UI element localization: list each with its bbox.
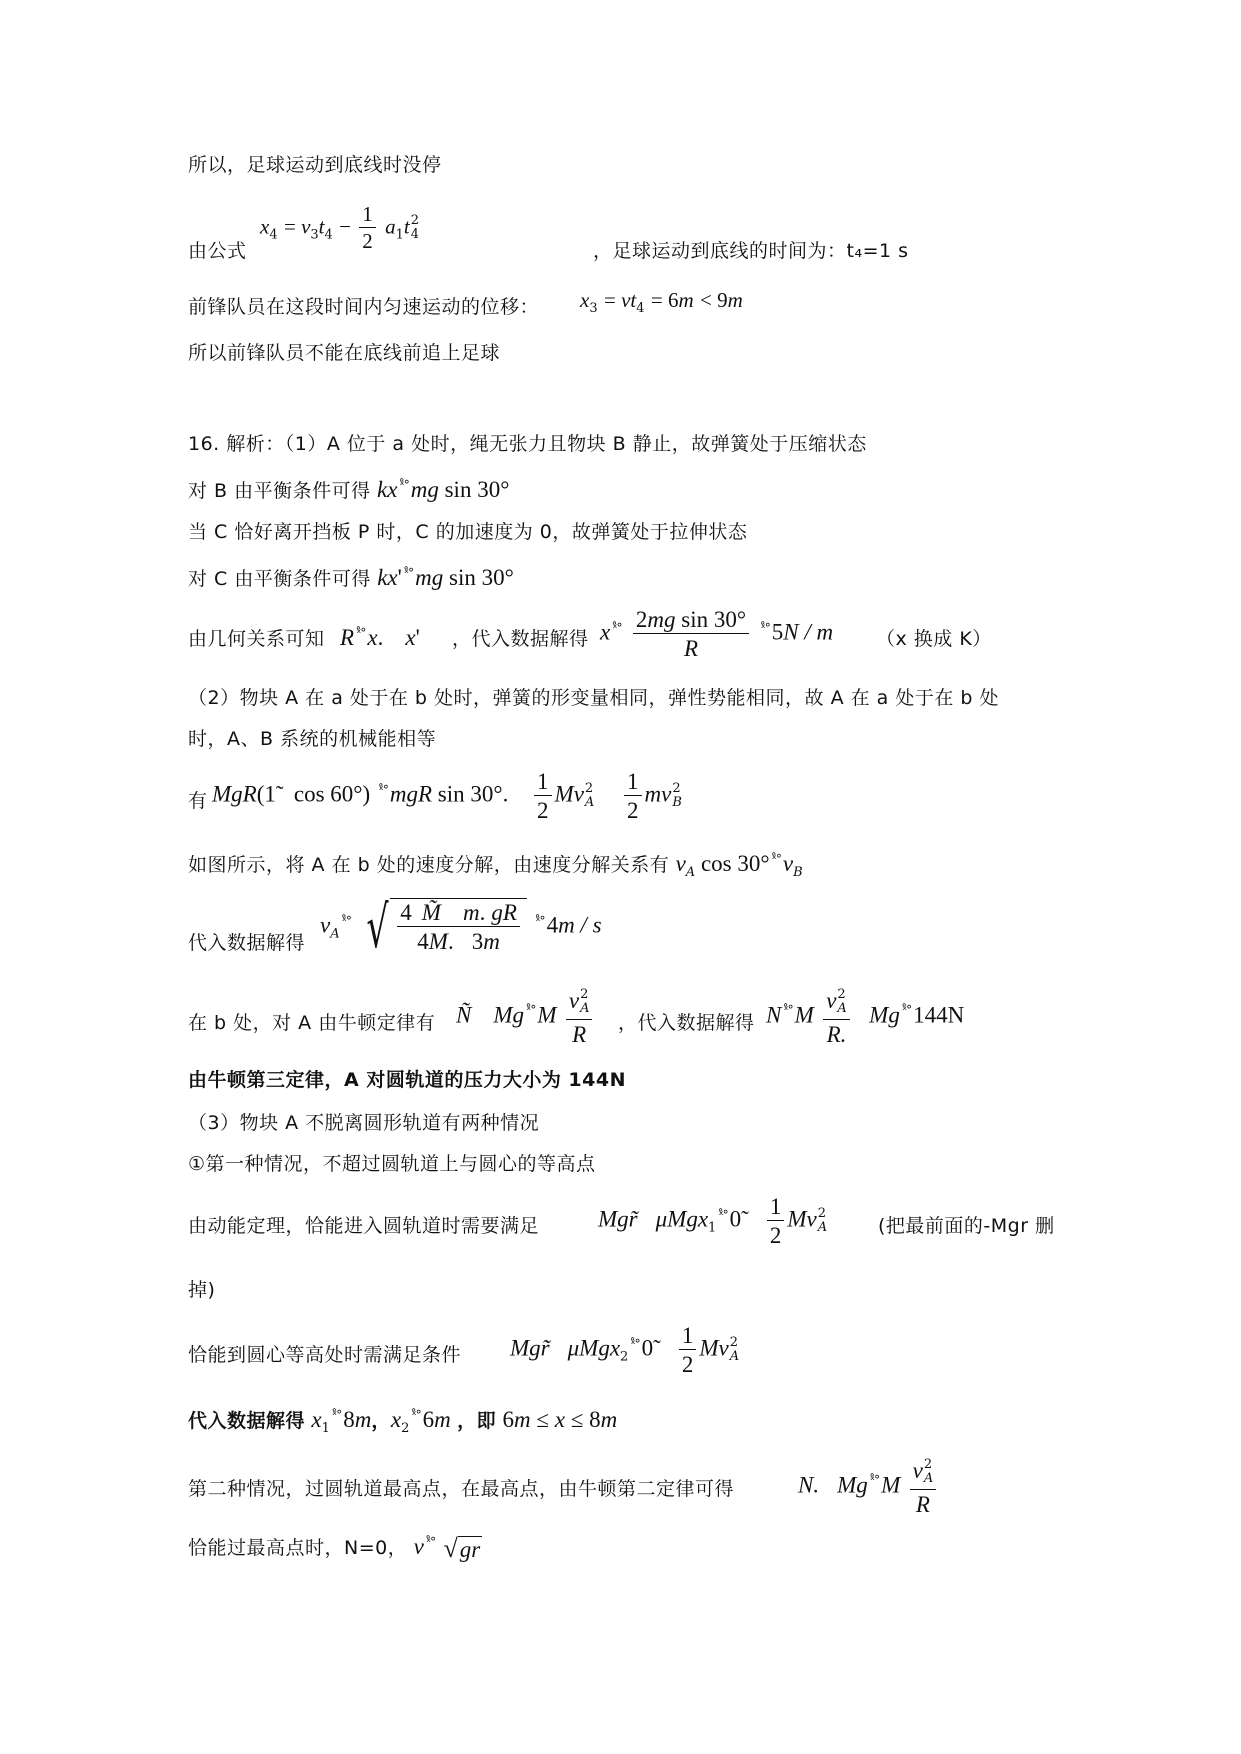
text-segment: 前锋队员在这段时间内匀速运动的位移： <box>188 296 540 318</box>
equation-range: $x_1^{ˣ̊^\circ}8m$，$x_2^{ˣ̊^\circ}6m$ <box>311 1407 451 1436</box>
text-segment: （x 换成 K） <box>876 628 992 650</box>
text-line: 所以，足球运动到底线时没停 <box>188 154 442 176</box>
equation-va: $v_A^{ˣ̊^\circ}$ √ $\frac{4 M̃ m. gR}{4M. 3m}$ $^{ˣ̊^\circ}$4m / s <box>320 893 602 961</box>
text-line: ①第一种情况，不超过圆轨道上与圆心的等高点 <box>188 1153 596 1175</box>
text-segment: ，代入数据解得 <box>618 1012 755 1034</box>
equation-energy: MgR(1̃ cos 60°) $^{ˣ̊^\circ}$mgR sin 30°. $\frac{1}{2}$ Mv 2 A $\frac{1}{2}$ mv 2 B <box>212 769 682 823</box>
text-line: （2）物块 A 在 a 处于在 b 处时，弹簧的形变量相同，弹性势能相同，故 A 在 a 处于在 b 处 <box>188 687 999 709</box>
text-line: 掉) <box>188 1279 216 1301</box>
equation-work-1: Mgr̃ μMgx$_1^{ˣ̊^\circ}$0̃ $\frac{1}{2}$ Mv 2 A <box>598 1194 828 1248</box>
text-segment: (把最前面的-Mgr 删 <box>878 1215 1055 1237</box>
text-segment: 有 <box>188 790 208 812</box>
equation-geometry: R $^{ˣ̊^\circ}$x. x' <box>340 625 420 650</box>
equation-work-2: Mgr̃ μMgx$_2^{ˣ̊^\circ}$0̃ $\frac{1}{2}$ Mv 2 A <box>510 1323 740 1377</box>
text-segment: ，即 <box>457 1410 497 1432</box>
text-line: 由牛顿第三定律，A 对圆轨道的压力大小为 144N <box>188 1069 626 1091</box>
text-segment: 恰能到圆心等高处时需满足条件 <box>188 1344 462 1366</box>
equation-normal-1: Ñ Mg $^{ˣ̊^\circ}$M v 2 A R <box>456 988 595 1046</box>
formula-line <box>188 1535 482 1562</box>
text-line: 时，A、B 系统的机械能相等 <box>188 728 437 750</box>
text-segment: ，代入数据解得 <box>452 628 589 650</box>
equation-v-gr: v $^{ˣ̊^\circ}$ √gr <box>413 1533 481 1563</box>
equation-top: N. Mg $^{ˣ̊^\circ}$M v 2 A R <box>798 1458 939 1516</box>
text-segment: 由动能定理，恰能进入圆轨道时需要满足 <box>188 1215 540 1237</box>
equation-inequality: 6m ≤ x ≤ 8m <box>502 1407 618 1432</box>
equation-k: x $^{ˣ̊^\circ}$ $\frac{\text{2mg sin 30°}}{R}$ $^{ˣ̊^\circ}$5N / m <box>600 607 834 661</box>
text-segment: 对 C 由平衡条件可得 <box>188 568 371 590</box>
text-segment: 由公式 <box>188 240 247 262</box>
text-segment: 由几何关系可知 <box>188 628 325 650</box>
text-line: 所以前锋队员不能在底线前追上足球 <box>188 342 501 364</box>
text-line: 当 C 恰好离开挡板 P 时，C 的加速度为 0，故弹簧处于拉伸状态 <box>188 521 748 543</box>
equation-kx: kx $^{ˣ̊^\circ}$mg sin 30° <box>376 477 510 502</box>
formula-line <box>188 566 514 589</box>
equation-x4: $x_4 = v_3t_4$ − $\frac{1}{2}$ $a_1t$ 2 4 <box>260 202 420 253</box>
text-segment: 在 b 处，对 A 由牛顿定律有 <box>188 1012 436 1034</box>
equation-x3: $x_3 = vt_4 = 6m < 9m$ <box>580 288 743 316</box>
text-segment: 对 B 由平衡条件可得 <box>188 480 371 502</box>
formula-line <box>188 478 509 501</box>
text-line: （3）物块 A 不脱离圆形轨道有两种情况 <box>188 1112 540 1134</box>
text-segment: 恰能过最高点时，N=0， <box>188 1537 408 1559</box>
formula-line <box>188 1408 617 1435</box>
text-segment: 如图所示，将 A 在 b 处的速度分解，由速度分解关系有 <box>188 854 670 876</box>
text-line: 16. 解析：（1）A 位于 a 处时，绳无张力且物块 B 静止，故弹簧处于压缩状态 <box>188 433 867 455</box>
text-segment: ，足球运动到底线的时间为：t₄=1 s <box>593 240 909 262</box>
equation-kx-prime: kx' $^{ˣ̊^\circ}$mg sin 30° <box>377 565 514 590</box>
text-segment: 第二种情况，过圆轨道最高点，在最高点，由牛顿第二定律可得 <box>188 1478 735 1500</box>
text-segment: 代入数据解得 <box>188 1410 306 1432</box>
equation-velocity: $v_A$ cos 30° $^{ˣ̊^\circ}v_B$ <box>675 851 803 880</box>
equation-normal-2: N $^{ˣ̊^\circ}$M v 2 A R. Mg $^{ˣ̊^\circ}$144N <box>766 987 965 1047</box>
formula-line <box>188 852 803 879</box>
text-segment: 代入数据解得 <box>188 932 306 954</box>
